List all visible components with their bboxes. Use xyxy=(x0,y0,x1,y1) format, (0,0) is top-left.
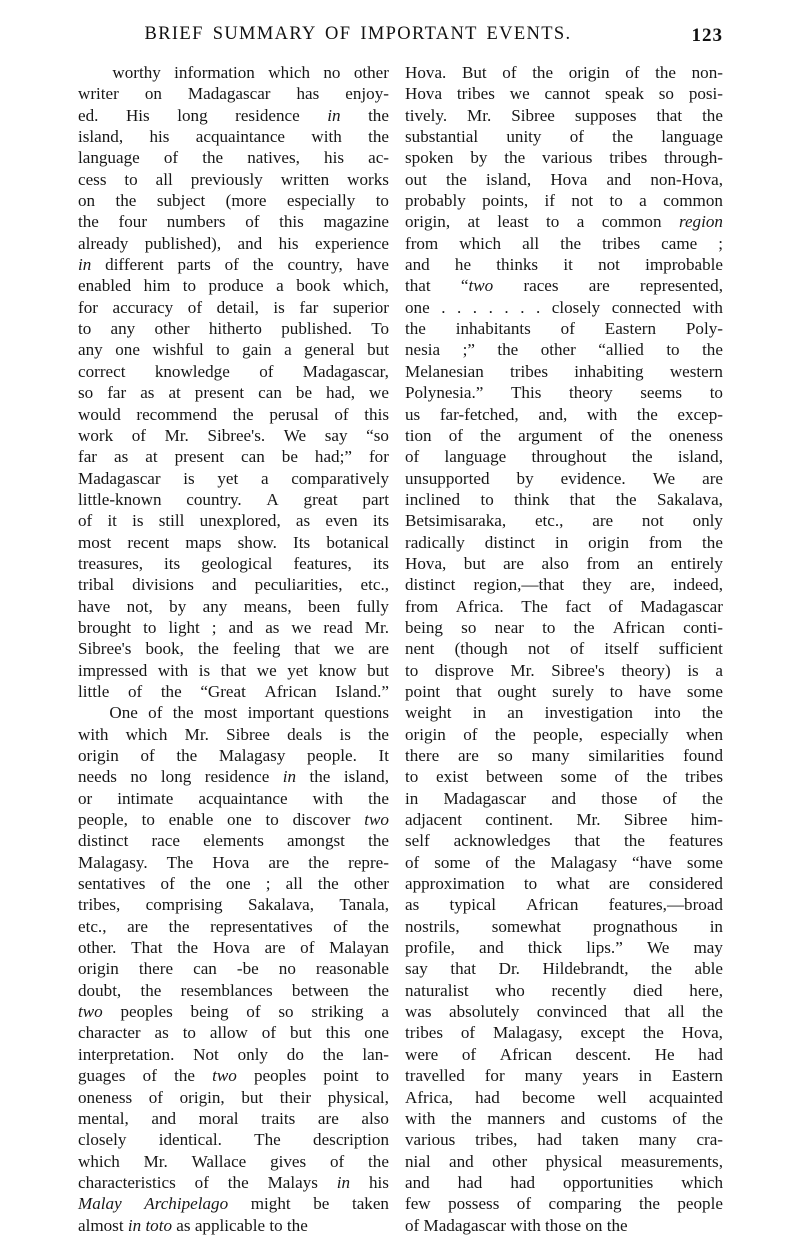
text-line: us far-fetched, and, with the excep- xyxy=(405,404,723,424)
text-line: tion of the argument of the oneness xyxy=(405,425,723,445)
text-line: one . . . . . . . closely connected with xyxy=(405,297,723,317)
text-line: origin of the Malagasy people. It xyxy=(78,746,389,765)
text-line: cess to all previously written works xyxy=(78,169,389,189)
text-line: spoken by the various tribes through- xyxy=(405,148,723,168)
text-line: tribes of Malagasy, except the Hova, xyxy=(405,1023,723,1043)
text-line: few possess of comparing the people xyxy=(405,1194,723,1214)
text-line: any one wishful to gain a general but xyxy=(78,340,389,360)
text-line: there are so many similarities found xyxy=(405,746,723,765)
text-line: island, his acquaintance with the xyxy=(78,127,389,147)
text-line: distinct region,—that they are, indeed, xyxy=(405,575,723,595)
text-line: profile, and thick lips.” We may xyxy=(405,938,723,958)
text-line: treasures, its geological features, its xyxy=(78,553,389,573)
text-line: doubt, the resemblances between the xyxy=(78,980,389,1000)
text-line: sentatives of the one ; all the other xyxy=(78,874,389,894)
text-line: weight in an investigation into the xyxy=(405,703,723,723)
text-line: in Madagascar and those of the xyxy=(405,788,723,808)
text-line: mental, and moral traits are also xyxy=(78,1108,389,1128)
text-line: for accuracy of detail, is far superior xyxy=(78,297,389,317)
text-line: Hova tribes we cannot speak so posi- xyxy=(405,84,723,104)
text-line: almost in toto as applicable to the xyxy=(78,1215,308,1235)
text-line: little-known country. A great part xyxy=(78,489,389,509)
text-line: with which Mr. Sibree deals is the xyxy=(78,724,389,744)
text-line: of language throughout the island, xyxy=(405,447,723,467)
text-line: adjacent continent. Mr. Sibree him- xyxy=(405,810,723,830)
text-line: on the subject (more especially to xyxy=(78,191,389,211)
text-line: of some of the Malagasy “have some xyxy=(405,852,723,872)
page-number: 123 xyxy=(691,25,723,46)
text-line: closely identical. The description xyxy=(78,1130,389,1150)
text-line: Hova, but are also from an entirely xyxy=(405,553,723,573)
text-line: the inhabitants of Eastern Poly- xyxy=(405,319,723,339)
text-line: which Mr. Wallace gives of the xyxy=(78,1151,389,1171)
text-line: to any other hitherto published. To xyxy=(78,319,389,339)
text-line: point that ought surely to have some xyxy=(405,681,723,701)
text-line: of it is still unexplored, as even its xyxy=(78,511,389,531)
text-line: tribal divisions and peculiarities, etc., xyxy=(78,575,389,595)
text-line: in different parts of the country, have xyxy=(78,255,389,275)
text-line: say that Dr. Hildebrandt, the able xyxy=(405,959,723,979)
text-line: inclined to think that the Sakalava, xyxy=(405,489,723,509)
text-line: etc., are the representatives of the xyxy=(78,916,389,936)
text-line: of Madagascar with those on the xyxy=(405,1215,628,1235)
text-line: would recommend the perusal of this xyxy=(78,404,389,424)
text-line: Madagascar is yet a comparatively xyxy=(78,468,389,488)
text-line: naturalist who recently died here, xyxy=(405,980,723,1000)
text-line: were of African descent. He had xyxy=(405,1044,723,1064)
text-line: various tribes, had taken many cra- xyxy=(405,1130,723,1150)
text-line: Hova. But of the origin of the non- xyxy=(405,63,723,82)
text-line: with the manners and customs of the xyxy=(405,1108,723,1128)
text-line: already published), and his experience xyxy=(78,233,389,253)
text-line: unsupported by evidence. We are xyxy=(405,468,723,488)
text-line: the four numbers of this magazine xyxy=(78,212,389,232)
text-line: approximation to what are considered xyxy=(405,874,723,894)
text-line: language of the natives, his ac- xyxy=(78,148,389,168)
text-line: travelled for many years in Eastern xyxy=(405,1066,723,1086)
text-line: characteristics of the Malays in his xyxy=(78,1172,389,1192)
text-line: as typical African features,—broad xyxy=(405,895,723,915)
text-line: Betsimisaraka, etc., are not only xyxy=(405,511,723,531)
text-line: Polynesia.” This theory seems to xyxy=(405,383,723,403)
text-line: work of Mr. Sibree's. We say “so xyxy=(78,425,389,445)
text-column-right xyxy=(405,62,723,1236)
text-line: oneness of origin, but their physical, xyxy=(78,1087,389,1107)
text-line: nial and other physical measurements, xyxy=(405,1151,723,1171)
text-line: character as to allow of but this one xyxy=(78,1023,389,1043)
text-column-left xyxy=(78,62,389,1236)
text-line: people, to enable one to discover two xyxy=(78,810,389,830)
text-line: One of the most important questions xyxy=(109,703,389,723)
text-line: from Africa. The fact of Madagascar xyxy=(405,596,723,616)
text-line: Malay Archipelago might be taken xyxy=(78,1194,389,1214)
text-line: from which all the tribes came ; xyxy=(405,233,723,253)
text-line: impressed with is that we yet know but xyxy=(78,660,389,680)
text-line: origin of the people, especially when xyxy=(405,724,723,744)
text-line: distinct race elements amongst the xyxy=(78,831,389,851)
text-line: substantial unity of the language xyxy=(405,127,723,147)
text-line: guages of the two peoples point to xyxy=(78,1066,389,1086)
text-line: origin there can -be no reasonable xyxy=(78,959,389,979)
text-line: correct knowledge of Madagascar, xyxy=(78,361,389,381)
text-line: to exist between some of the tribes xyxy=(405,767,723,787)
text-line: was absolutely convinced that all the xyxy=(405,1002,723,1022)
text-line: and he thinks it not improbable xyxy=(405,255,723,275)
text-line: worthy information which no other xyxy=(112,63,389,82)
running-head xyxy=(78,24,723,54)
text-line: Melanesian tribes inhabiting western xyxy=(405,361,723,381)
text-line: and had had opportunities which xyxy=(405,1172,723,1192)
text-line: have not, by any means, been fully xyxy=(78,596,389,616)
text-line: Africa, had become well acquainted xyxy=(405,1087,723,1107)
text-line: enabled him to produce a book which, xyxy=(78,276,389,296)
text-line: nostrils, somewhat prognathous in xyxy=(405,916,723,936)
text-line: radically distinct in origin from the xyxy=(405,532,723,552)
text-line: other. That the Hova are of Malayan xyxy=(78,938,389,958)
text-line: probably points, if not to a common xyxy=(405,191,723,211)
text-line: nesia ;” the other “allied to the xyxy=(405,340,723,360)
text-line: brought to light ; and as we read Mr. xyxy=(78,617,389,637)
text-line: tively. Mr. Sibree supposes that the xyxy=(405,105,723,125)
text-line: being so near to the African conti- xyxy=(405,617,723,637)
text-line: so far as at present can be had, we xyxy=(78,383,389,403)
text-line: interpretation. Not only do the lan- xyxy=(78,1044,389,1064)
text-line: nent (though not of itself sufficient xyxy=(405,639,723,659)
text-line: most recent maps show. Its botanical xyxy=(78,532,389,552)
text-line: self acknowledges that the features xyxy=(405,831,723,851)
text-line: ed. His long residence in the xyxy=(78,105,389,125)
text-line: little of the “Great African Island.” xyxy=(78,681,389,701)
text-line: that “two races are represented, xyxy=(405,276,723,296)
page-title: BRIEF SUMMARY OF IMPORTANT EVENTS. xyxy=(144,24,572,44)
text-line: far as at present can be had;” for xyxy=(78,447,389,467)
text-line: writer on Madagascar has enjoy- xyxy=(78,84,389,104)
body-columns xyxy=(78,62,723,1236)
text-line: origin, at least to a common region xyxy=(405,212,723,232)
text-line: two peoples being of so striking a xyxy=(78,1002,389,1022)
text-line: to disprove Mr. Sibree's theory) is a xyxy=(405,660,723,680)
text-line: Malagasy. The Hova are the repre- xyxy=(78,852,389,872)
text-line: or intimate acquaintance with the xyxy=(78,788,389,808)
text-line: tribes, comprising Sakalava, Tanala, xyxy=(78,895,389,915)
text-line: out the island, Hova and non-Hova, xyxy=(405,169,723,189)
text-line: Sibree's book, the feeling that we are xyxy=(78,639,389,659)
text-line: needs no long residence in the island, xyxy=(78,767,389,787)
